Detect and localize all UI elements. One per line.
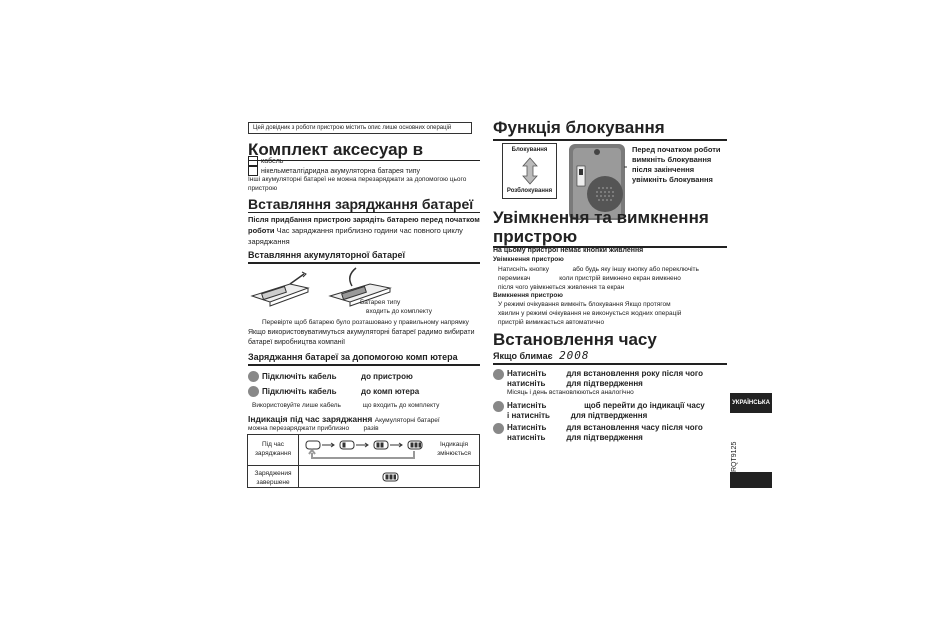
power-on-line1: Натисніть кнопку або будь яку іншу кнопку або переключіть [498,266,699,273]
lock-title: Функція блокування [493,118,665,137]
power-on-line2: перемикач коли пристрій вимкнено екран вимкнено [498,275,681,282]
header-note: Цей довідник з роботи пристрою містить опис лише основних операцій [248,122,472,134]
charge-pc-subtitle: Заряджання батареї за допомогою комп ютера [248,352,458,362]
power-off-heading: Вимкнення пристрою [493,292,563,299]
power-on-heading: Увімкнення пристрою [493,256,564,263]
indication-table [247,434,480,488]
battery-callout-1: Батарея типу [360,299,401,306]
time-step-3-marker [493,423,504,434]
indication-row1-label: Під час заряджання [254,441,292,457]
battery-levels-icon [302,438,432,464]
time-step-2-marker [493,401,504,412]
insert-charge-lead: Після придбання пристрою зарядіть батарею перед початком роботи Час заряджання приблизно години час повного циклу заряджання [248,215,480,246]
indication-header: Індикація під час заряджання Акумуляторні батареї [248,414,440,424]
insert-charge-title: Вставляння заряджання батареї [248,196,474,212]
accessory-title: Комплект аксесуар в [248,140,424,159]
charge-step-2: Підключіть кабель до комп ютера [262,387,420,396]
accessory-item-1: кабель [248,156,283,166]
step-2-marker [248,386,259,397]
power-off-line1: У режимі очікування вимкніть блокування Якщо протягом [498,301,671,308]
indication-row2-label: Заряджения завершене [254,470,292,486]
power-off-line3: пристрій вимикається автоматично [498,319,605,326]
indication-row1-note: Індикація змінюється [437,441,471,457]
lock-note: Перед початком роботи вимкніть блокування після закінчення увімкніть блокування [632,145,721,184]
charge-step-1: Підключіть кабель до пристрою [262,372,413,381]
lock-diagram [502,143,557,199]
power-off-line2: хвилин у режимі очікування не виконується жодних операцій [498,310,682,317]
insert-battery-subtitle: Вставляння акумуляторної батареї [248,250,405,260]
language-tab: УКРАЇНСЬКА [730,393,772,413]
divider [493,139,727,141]
time-blink-row: Якщо блимає 2008 [493,349,590,362]
divider [493,363,727,365]
no-power-button-note: На цьому пристрої немає кнопки живлення [493,247,644,254]
battery-note-2: Якщо використовуватимуться акумуляторні батареї радимо вибирати батареї виробництва компанії [248,329,475,346]
time-step-1-marker [493,369,504,380]
battery-full-icon [381,471,401,483]
up-down-arrow-icon [522,157,538,185]
step-1-marker [248,371,259,382]
time-title: Встановлення часу [493,330,657,349]
battery-callout-2: входить до комплекту [366,308,433,315]
model-code: RQT9125 [731,441,738,472]
power-title-line2: пристрою [493,227,578,246]
time-step-3: Натисніть для встановлення часу після чого натисніть для підтвердження [507,423,703,442]
indication-subtext: можна перезаряджати приблизно разів [248,425,379,432]
black-tab [730,472,772,488]
time-step-1-note: Місяць і день встановлюються аналогічно [507,389,634,396]
power-on-line3: після чого увімкнеться живлення та екран [498,284,625,291]
checkbox-icon [248,156,258,166]
time-step-2: Натисніть щоб перейти до індикації часу і натисніть для підтвердження [507,401,705,420]
power-title-line1: Увімкнення та вимкнення [493,208,709,227]
lock-label: Блокування [511,147,548,153]
lcd-year-display: 2008 [559,349,590,362]
accessory-note: Інші акумуляторні батареї не можна перезаряджати за допомогою цього пристрою [248,176,467,192]
divider [248,364,480,366]
time-step-1: Натисніть для встановлення року після чого натисніть для підтвердження [507,369,704,388]
accessory-item-2: нікельметалгідридна акумуляторна батарея типу [248,166,420,176]
battery-note-1: Перевірте щоб батарею було розташовано у правильному напрямку [262,319,469,326]
unlock-label: Розблокування [506,188,553,194]
divider [248,212,480,213]
divider [248,262,480,264]
charge-step-note: Використовуйте лише кабель що входить до комплекту [252,402,440,409]
